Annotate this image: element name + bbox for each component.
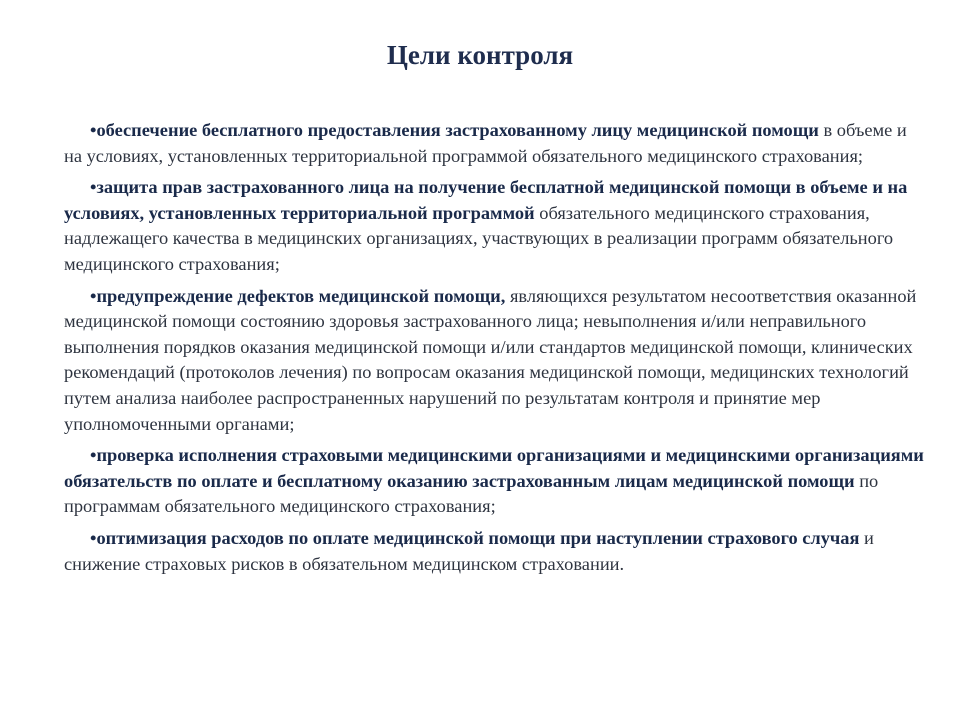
item-text: являющихся результатом несоответствия оказанной медицинской помощи состоянию здоровья застрахованного лица; невыполнения и/или неправильного выполнения порядков оказания медицинской помощи и/или стандартов медицинской помощи, клинических рекомендаций (протоколов лечения) по вопросам оказания медицинской помощи, медицинских технологий путем анализа наиболее распространенных нарушений по результатам контроля и принятие мер уполномоченными органами; [64,285,917,434]
item-bold-text: •проверка исполнения страховыми медицинскими организациями и медицинскими организациями обязательств по оплате и бесплатному оказанию застрахованным лицам медицинской помощи [64,445,924,491]
item-bold-text: •обеспечение бесплатного предоставления застрахованному лицу медицинской помощи [90,120,819,140]
slide-title: Цели контроля [386,40,574,70]
list-item [64,284,926,438]
list-item [64,175,926,277]
item-text: и снижение страховых рисков в обязательном медицинском страховании. [64,527,874,574]
item-text: обязательного медицинского страхования, надлежащего качества в медицинских организациях, участвующих в реализации программ обязательного медицинского страхования; [64,202,894,274]
list-item [64,118,926,169]
item-bold-text: •защита прав застрахованного лица на получение бесплатной медицинской помощи в объеме и на условиях, установленных территориальной программой [64,177,908,223]
goals-list [64,118,926,583]
list-item [64,526,926,577]
list-item [64,443,926,520]
item-bold-text: •оптимизация расходов по оплате медицинской помощи при наступлении страхового случая [90,527,860,548]
item-text: в объеме и на условиях, установленных территориальной программой обязательного медицинского страхования; [64,120,907,166]
item-text: по программам обязательного медицинского страхования; [64,470,879,517]
item-bold-text: •предупреждение дефектов медицинской помощи, [90,285,506,306]
